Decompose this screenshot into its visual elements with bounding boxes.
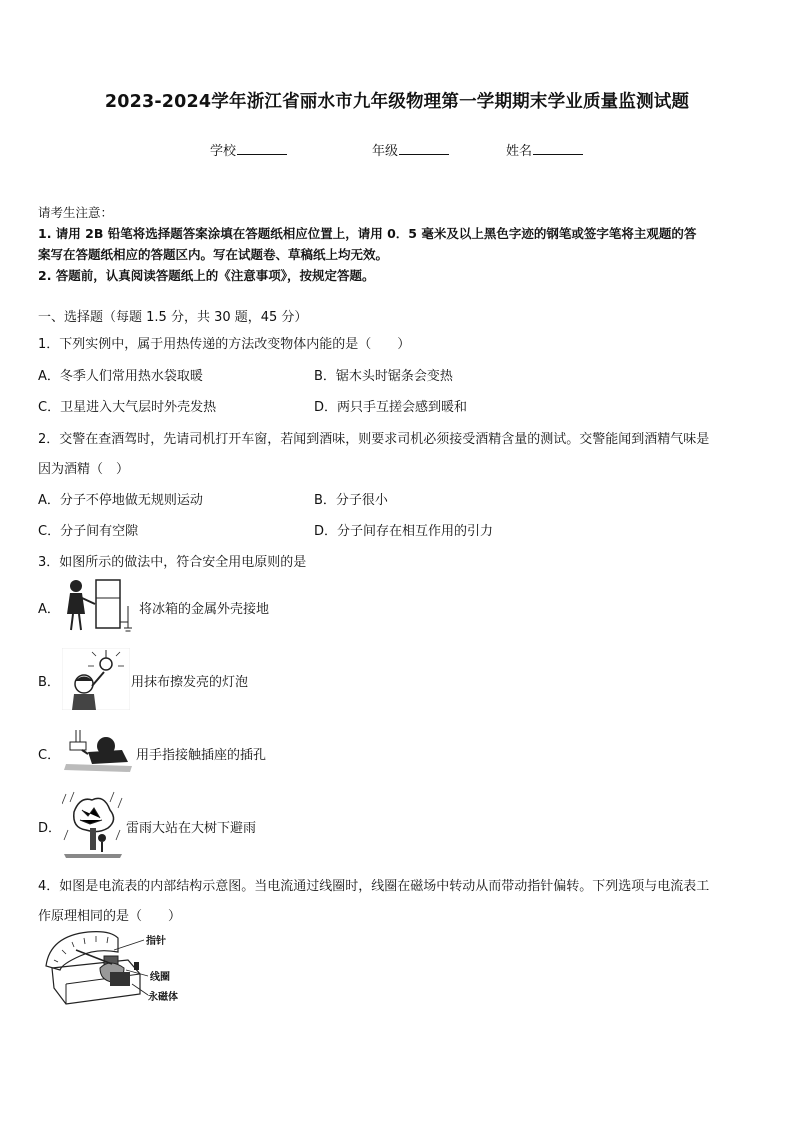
question-4-stem-line1: 4．如图是电流表的内部结构示意图。当电流通过线圈时，线圈在磁场中转动从而带动指针偏转。下列选项与电流表工 [38, 879, 710, 894]
name-field[interactable] [506, 140, 583, 159]
q3-option-a-text[interactable]: 将冰箱的金属外壳接地 [139, 602, 270, 617]
name-label: 姓名 [506, 144, 533, 159]
socket-touching-illustration [62, 728, 134, 774]
q1-option-d[interactable]: D．两只手互搓会感到暖和 [314, 400, 468, 415]
q1-option-b[interactable]: B．锯木头时锯条会变热 [314, 369, 453, 384]
page-title: 2023-2024学年浙江省丽水市九年级物理第一学期期末学业质量监测试题 [104, 92, 690, 112]
q2-option-b[interactable]: B．分子很小 [314, 493, 388, 508]
section-heading: 一、选择题（每题 1.5 分，共 30 题，45 分） [38, 310, 308, 325]
q2-option-a[interactable]: A．分子不停地做无规则运动 [38, 493, 203, 508]
q2-option-d[interactable]: D．分子间存在相互作用的引力 [314, 524, 494, 539]
school-field[interactable] [210, 140, 287, 159]
school-label: 学校 [210, 144, 237, 159]
notice-item1-line1: 1. 请用 2B 铅笔将选择题答案涂填在答题纸相应位置上，请用 0．5 毫米及以上黑色字迹的钢笔或签字笔将主观题的答 [38, 226, 697, 241]
q3-option-c-text[interactable]: 用手指接触插座的插孔 [136, 748, 267, 763]
q1-option-c[interactable]: C．卫星进入大气层时外壳发热 [38, 400, 217, 415]
question-4-stem-line2: 作原理相同的是（ ） [38, 909, 182, 924]
label-magnet: 永磁体 [148, 992, 178, 1003]
label-coil: 线圈 [150, 972, 170, 983]
question-3-stem: 3．如图所示的做法中，符合安全用电原则的是 [38, 555, 307, 570]
q3-option-d-text[interactable]: 雷雨大站在大树下避雨 [126, 821, 257, 836]
question-1-stem: 1．下列实例中，属于用热传递的方法改变物体内能的是（ ） [38, 337, 411, 352]
q3-option-d-label[interactable]: D． [38, 821, 62, 836]
school-blank[interactable] [237, 142, 287, 155]
question-2-stem-line1: 2．交警在查酒驾时，先请司机打开车窗，若闻到酒味，则要求司机必须接受酒精含量的测试。交警能闻到酒精气味是 [38, 432, 710, 447]
q2-option-c[interactable]: C．分子间有空隙 [38, 524, 139, 539]
name-blank[interactable] [533, 142, 583, 155]
notice-item2: 2. 答题前，认真阅读答题纸上的《注意事项》，按规定答题。 [38, 268, 375, 283]
notice-item1-line2: 案写在答题纸相应的答题区内。写在试题卷、草稿纸上均无效。 [38, 247, 389, 262]
bulb-wiping-illustration [62, 648, 130, 710]
fridge-grounding-illustration [62, 576, 138, 636]
notice-heading: 请考生注意： [38, 205, 114, 220]
q3-option-a-label[interactable]: A． [38, 602, 60, 617]
grade-blank[interactable] [399, 142, 449, 155]
label-pointer: 指针 [146, 936, 166, 947]
grade-label: 年级 [372, 144, 399, 159]
tree-storm-illustration [62, 790, 124, 860]
grade-field[interactable] [372, 140, 449, 159]
question-2-stem-line2: 因为酒精（ ） [38, 462, 130, 477]
q3-option-b-text[interactable]: 用抹布擦发亮的灯泡 [131, 675, 249, 690]
q1-option-a[interactable]: A．冬季人们常用热水袋取暖 [38, 369, 203, 384]
q3-option-c-label[interactable]: C． [38, 748, 61, 763]
q3-option-b-label[interactable]: B． [38, 675, 60, 690]
